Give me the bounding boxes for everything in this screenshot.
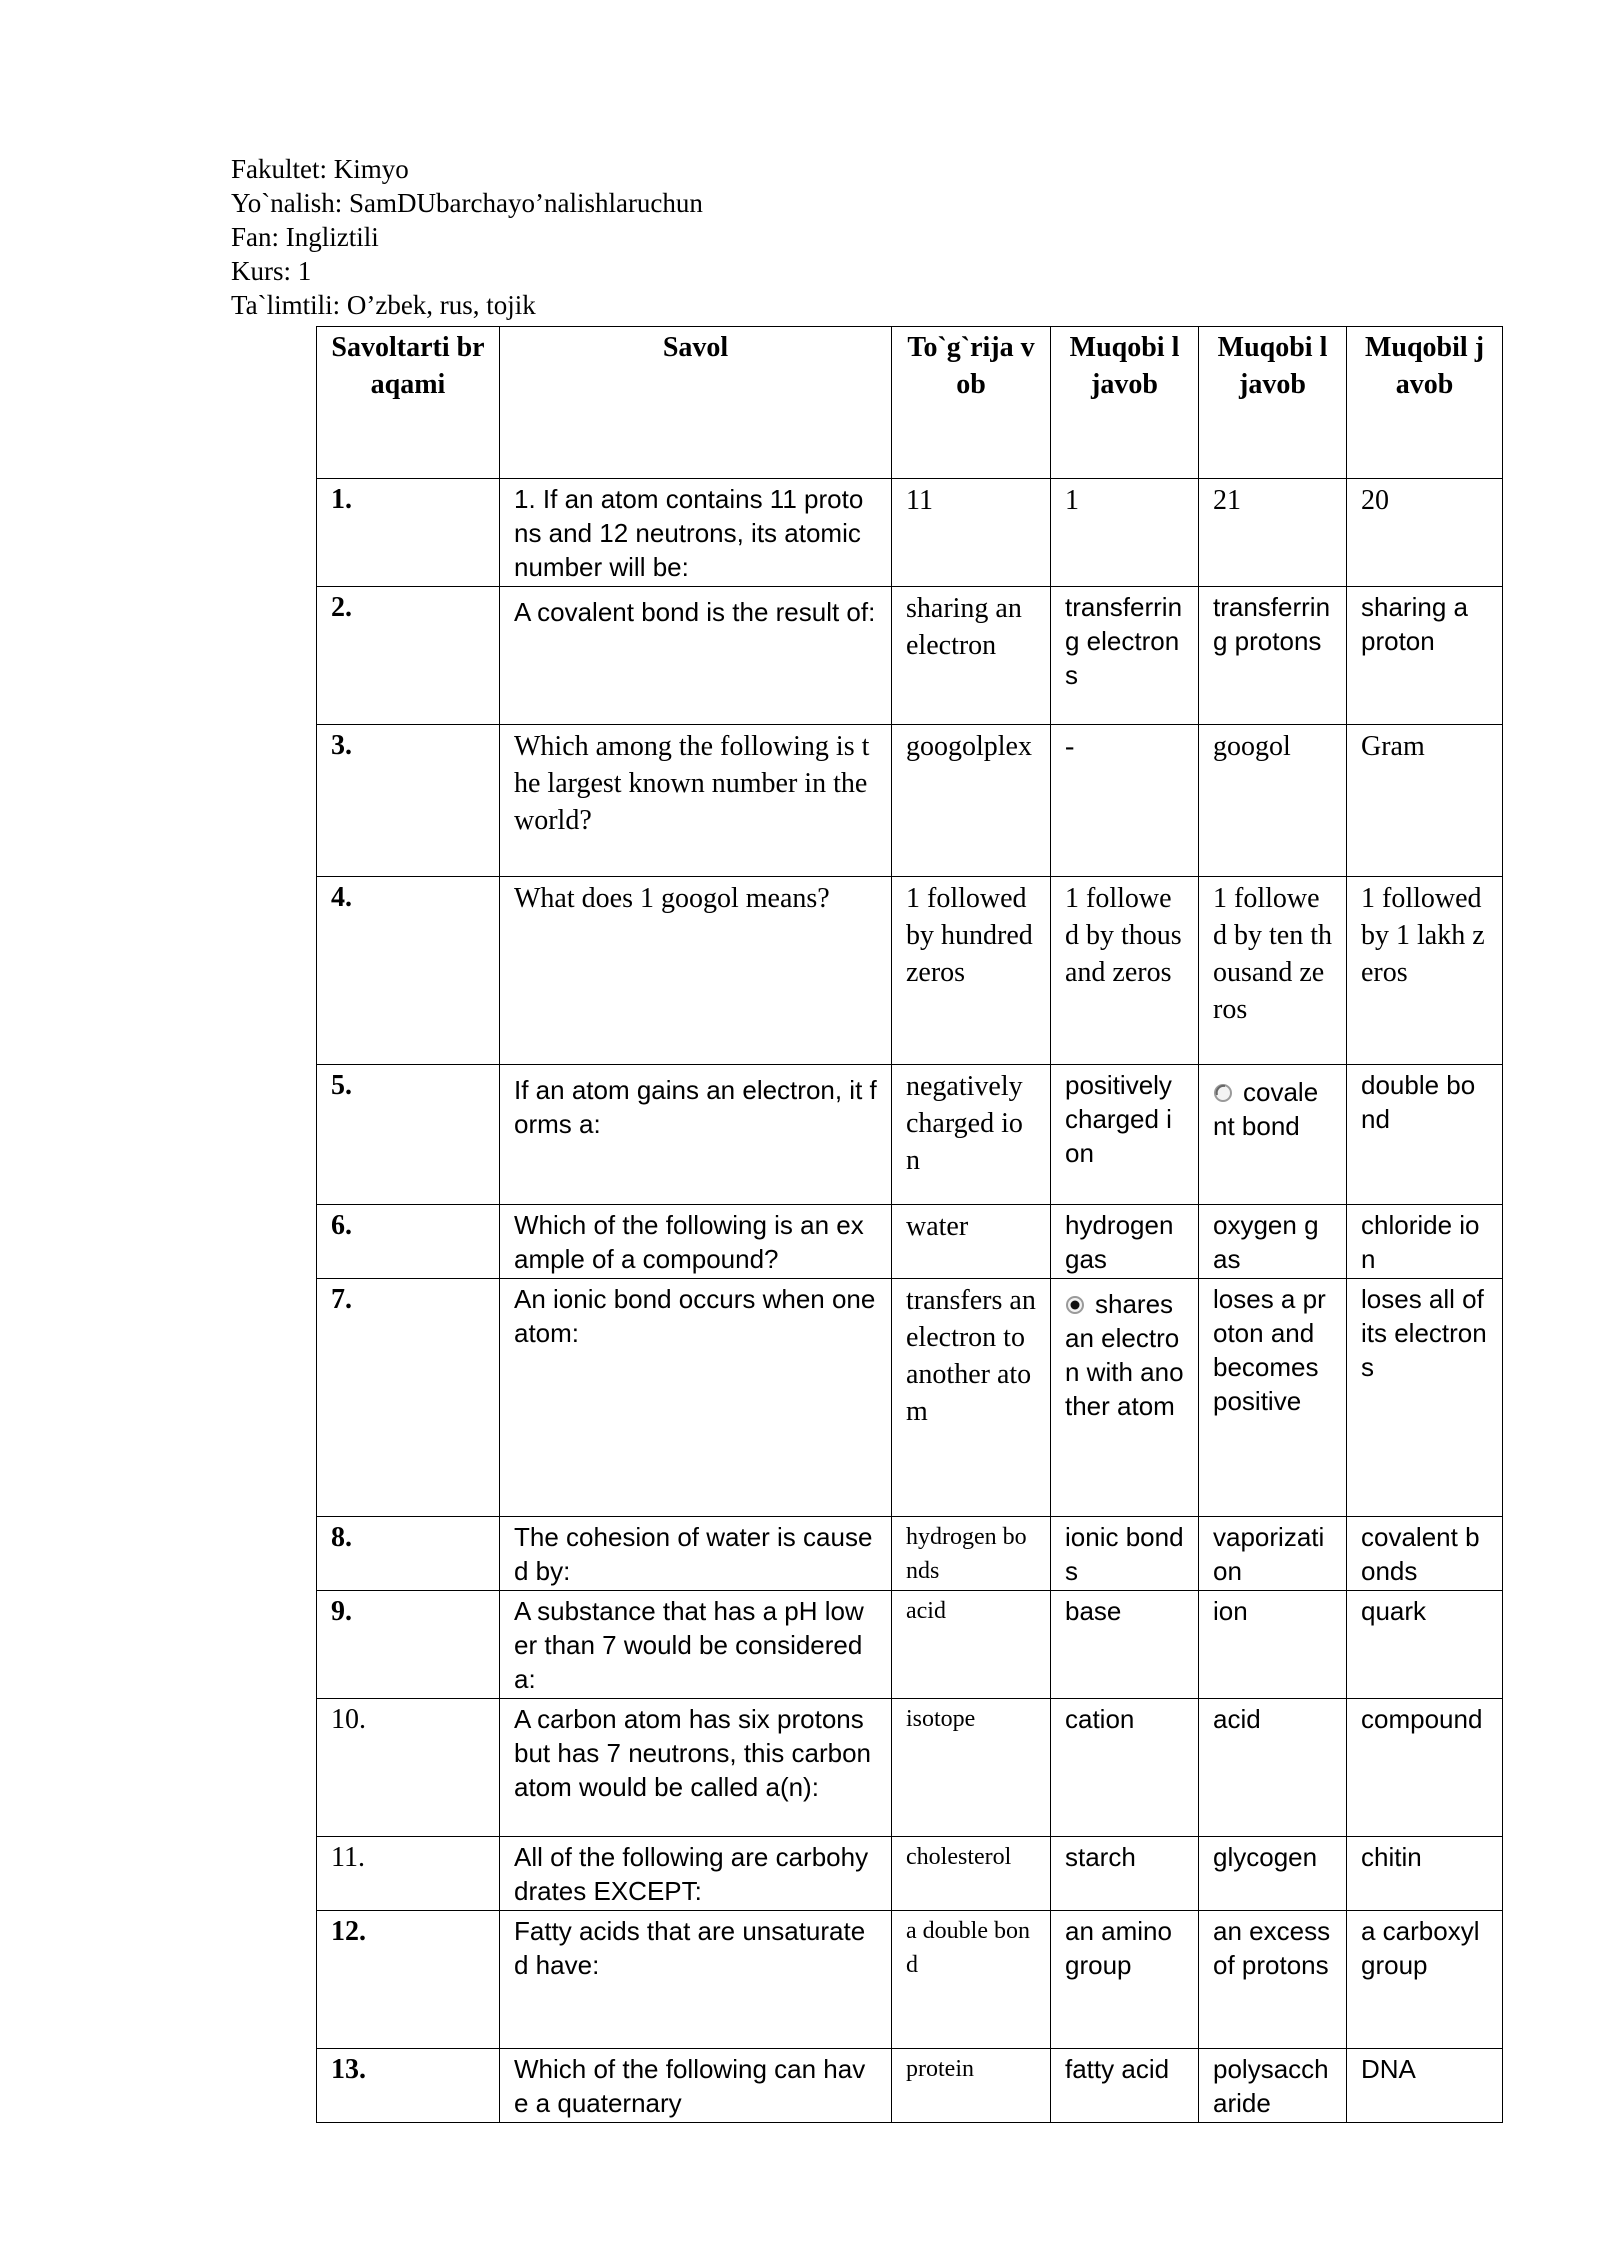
question-text: The cohesion of water is caused by: xyxy=(500,1517,892,1591)
alt-answer-3: sharing a proton xyxy=(1347,587,1503,725)
alt-answer-2: acid xyxy=(1199,1699,1347,1837)
alt-answer-1: an amino group xyxy=(1051,1911,1199,2049)
alt-answer-1: base xyxy=(1051,1591,1199,1699)
column-header-alt3: Muqobil javob xyxy=(1347,327,1503,479)
question-text: A substance that has a pH lower than 7 would be considered a: xyxy=(500,1591,892,1699)
table-row xyxy=(317,1517,1503,1591)
language-line: Ta`limtili: O’zbek, rus, tojik xyxy=(231,290,536,320)
table-row xyxy=(317,877,1503,1065)
correct-answer: a double bond xyxy=(892,1911,1051,2049)
alt-answer-3: loses all of its electrons xyxy=(1347,1279,1503,1517)
alt-answer-1-cell xyxy=(1051,1279,1199,1517)
question-text: All of the following are carbohydrates EXCEPT: xyxy=(500,1837,892,1911)
alt-answer-1: transferring electrons xyxy=(1051,587,1199,725)
correct-answer: 1 followed by hundred zeros xyxy=(892,877,1051,1065)
question-number: 12. xyxy=(317,1911,500,2049)
alt-answer-2: 1 followed by ten thousand zeros xyxy=(1199,877,1347,1065)
alt-answer-3: 20 xyxy=(1347,479,1503,587)
question-number: 7. xyxy=(317,1279,500,1517)
question-number: 13. xyxy=(317,2049,500,2123)
column-header-number: Savoltarti braqami xyxy=(317,327,500,479)
alt-answer-2: oxygen gas xyxy=(1199,1205,1347,1279)
alt-answer-2: vaporization xyxy=(1199,1517,1347,1591)
faculty-line: Fakultet: Kimyo xyxy=(231,154,409,184)
alt-answer-1: shares an electron with another atom xyxy=(1065,1289,1184,1421)
question-text: 1. If an atom contains 11 protons and 12 neutrons, its atomic number will be: xyxy=(500,479,892,587)
correct-answer: isotope xyxy=(892,1699,1051,1837)
alt-answer-3: DNA xyxy=(1347,2049,1503,2123)
alt-answer-2: 21 xyxy=(1199,479,1347,587)
question-text: What does 1 googol means? xyxy=(500,877,892,1065)
alt-answer-1: 1 xyxy=(1051,479,1199,587)
alt-answer-3: a carboxyl group xyxy=(1347,1911,1503,2049)
questions-table xyxy=(316,326,1503,2123)
course-line: Kurs: 1 xyxy=(231,256,312,286)
table-row xyxy=(317,1065,1503,1205)
alt-answer-2: ion xyxy=(1199,1591,1347,1699)
column-header-question: Savol xyxy=(500,327,892,479)
table-row xyxy=(317,479,1503,587)
alt-answer-1: fatty acid xyxy=(1051,2049,1199,2123)
alt-answer-3: Gram xyxy=(1347,725,1503,877)
column-header-alt2: Muqobi ljavob xyxy=(1199,327,1347,479)
alt-answer-2: glycogen xyxy=(1199,1837,1347,1911)
alt-answer-2-cell xyxy=(1199,1065,1347,1205)
alt-answer-1: - xyxy=(1051,725,1199,877)
table-header-row xyxy=(317,327,1503,479)
question-text: Which among the following is the largest known number in the world? xyxy=(500,725,892,877)
correct-answer: transfers an electron to another atom xyxy=(892,1279,1051,1517)
question-text: A carbon atom has six protons but has 7 neutrons, this carbon atom would be called a(n): xyxy=(500,1699,892,1837)
table-row xyxy=(317,2049,1503,2123)
alt-answer-2: covalent bond xyxy=(1213,1077,1319,1141)
question-number: 1. xyxy=(317,479,500,587)
question-text: Which of the following can have a quaternary xyxy=(500,2049,892,2123)
question-text: Which of the following is an example of a compound? xyxy=(500,1205,892,1279)
question-text: A covalent bond is the result of: xyxy=(500,587,892,725)
table-row xyxy=(317,1279,1503,1517)
alt-answer-2: transferring protons xyxy=(1199,587,1347,725)
alt-answer-3: chitin xyxy=(1347,1837,1503,1911)
alt-answer-1: hydrogen gas xyxy=(1051,1205,1199,1279)
radio-selected-icon[interactable] xyxy=(1065,1295,1085,1315)
table-row xyxy=(317,587,1503,725)
question-number: 2. xyxy=(317,587,500,725)
alt-answer-2: an excess of protons xyxy=(1199,1911,1347,2049)
table-row xyxy=(317,1591,1503,1699)
alt-answer-2: googol xyxy=(1199,725,1347,877)
radio-unselected-icon[interactable] xyxy=(1213,1083,1233,1103)
table-row xyxy=(317,1837,1503,1911)
question-text: If an atom gains an electron, it forms a: xyxy=(500,1065,892,1205)
correct-answer: acid xyxy=(892,1591,1051,1699)
subject-line: Fan: Ingliztili xyxy=(231,222,379,252)
document-header xyxy=(231,152,703,322)
column-header-correct: To`g`rija vob xyxy=(892,327,1051,479)
question-number: 3. xyxy=(317,725,500,877)
alt-answer-3: chloride ion xyxy=(1347,1205,1503,1279)
alt-answer-3: covalent bonds xyxy=(1347,1517,1503,1591)
correct-answer: protein xyxy=(892,2049,1051,2123)
alt-answer-1: 1 followed by thousand zeros xyxy=(1051,877,1199,1065)
alt-answer-3: 1 followed by 1 lakh zeros xyxy=(1347,877,1503,1065)
question-number: 5. xyxy=(317,1065,500,1205)
question-number: 4. xyxy=(317,877,500,1065)
question-number: 10. xyxy=(317,1699,500,1837)
correct-answer: negatively charged ion xyxy=(892,1065,1051,1205)
alt-answer-2: polysaccharide xyxy=(1199,2049,1347,2123)
alt-answer-1: starch xyxy=(1051,1837,1199,1911)
question-text: Fatty acids that are unsaturated have: xyxy=(500,1911,892,2049)
alt-answer-1: positively charged ion xyxy=(1051,1065,1199,1205)
question-text: An ionic bond occurs when one atom: xyxy=(500,1279,892,1517)
table-row xyxy=(317,725,1503,877)
table-row xyxy=(317,1699,1503,1837)
question-number: 9. xyxy=(317,1591,500,1699)
alt-answer-1: cation xyxy=(1051,1699,1199,1837)
direction-line: Yo`nalish: SamDUbarchayo’nalishlaruchun xyxy=(231,188,703,218)
alt-answer-2: loses a proton and becomes positive xyxy=(1199,1279,1347,1517)
column-header-alt1: Muqobi ljavob xyxy=(1051,327,1199,479)
table-row xyxy=(317,1205,1503,1279)
correct-answer: 11 xyxy=(892,479,1051,587)
correct-answer: cholesterol xyxy=(892,1837,1051,1911)
correct-answer: sharing an electron xyxy=(892,587,1051,725)
alt-answer-3: quark xyxy=(1347,1591,1503,1699)
alt-answer-3: compound xyxy=(1347,1699,1503,1837)
question-number: 8. xyxy=(317,1517,500,1591)
question-number: 6. xyxy=(317,1205,500,1279)
alt-answer-1: ionic bonds xyxy=(1051,1517,1199,1591)
correct-answer: googolplex xyxy=(892,725,1051,877)
correct-answer: hydrogen bonds xyxy=(892,1517,1051,1591)
correct-answer: water xyxy=(892,1205,1051,1279)
table-row xyxy=(317,1911,1503,2049)
alt-answer-3: double bond xyxy=(1347,1065,1503,1205)
question-number: 11. xyxy=(317,1837,500,1911)
